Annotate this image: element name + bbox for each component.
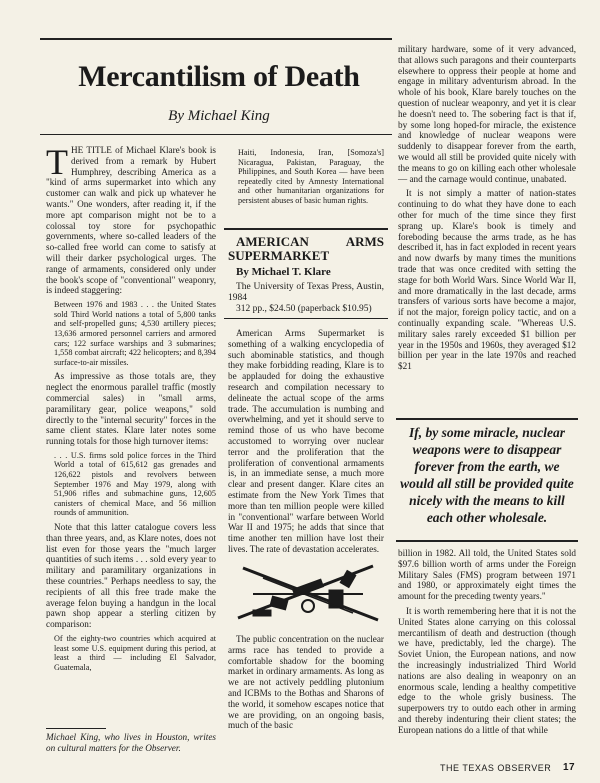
paragraph: It is not simply a matter of nation-states continuing to do what they have done to each other for much of the time since they first sprang up. Klare's book is timely and foreboding because the arms trade, as he has described it, has in fact exploded in recent years and now dwarfs by many times the munitions trade that was once credited with setting the stage for both World Wars. Since World War II, and more dramatically in the last decade, arms transfers of various sorts have become a major, if not the major, foreign policy tactic, and on a continually expanding scale. "Whereas U.S. military sales rarely exceeded $1 billion per year in the 1950s and 1960s, they averaged $12 billion per year in the late 1970s and reached $21 xyxy=(398,188,576,372)
pull-quote: If, by some miracle, nuclear weapons were to disappear forever from the earth, we would all still be provided quite nicely with the means to kill each other wholesale. xyxy=(400,425,574,525)
book-publisher: The University of Texas Press, Austin, 1984 xyxy=(228,281,384,303)
book-box-rule-bottom xyxy=(224,318,388,319)
book-title: AMERICAN ARMS SUPERMARKET xyxy=(228,234,384,263)
paragraph: The public concentration on the nuclear arms race has tended to provide a comfortable shadow for the booming market in ordinary armaments. As long as we are not actively peddling plutonium and ICBMs to the Bothas and Sharons of the world, it somehow escapes notice that we are providing, on an ongoing basis, much of the basic xyxy=(228,634,384,731)
book-box-rule-top xyxy=(224,228,388,230)
block-quote: Haiti, Indonesia, Iran, [Somoza's] Nicaragua, Pakistan, Paraguay, the Philippines, and South Korea — have been repeatedly cited by Amnesty International and other humanitarian organizations for persistent abuses of basic human rights. xyxy=(238,148,384,205)
book-author: By Michael T. Klare xyxy=(236,266,331,278)
article-title: Mercantilism of Death xyxy=(78,60,360,93)
column-3-bottom xyxy=(398,548,576,740)
paragraph: As impressive as those totals are, they neglect the enormous parallel traffic (mostly commercial sales) in "small arms, paramilitary gear, police weapons," sold directly to the "internal security" forces in the same client states. Klare later notes some running totals for those high turnover items: xyxy=(46,371,216,447)
top-rule xyxy=(40,38,392,40)
column-3 xyxy=(398,44,576,376)
book-price: 312 pp., $24.50 (paperback $10.95) xyxy=(236,303,372,314)
block-quote: Between 1976 and 1983 . . . the United States sold Third World nations a total of 5,800 tanks and self-propelled guns; 4,530 artillery pieces; 13,636 armored personnel carriers and armored cars; 122 surface warships and 3 submarines; 1,558 combat aircraft; 422 helicopters; and 8,394 surface-to-air missiles. xyxy=(54,300,216,367)
column-1 xyxy=(46,142,216,676)
block-quote: . . . U.S. firms sold police forces in the Third World a total of 615,612 gas grenades and 126,622 pistols and revolvers between September 1976 and May 1979, along with 51,906 rifles and submachine guns, 12,605 canisters of chemical Mace, and 56 million rounds of ammunition. xyxy=(54,450,216,518)
byline-rule xyxy=(40,134,392,135)
paragraph: military hardware, some of it very advanced, that allows such paragons and their counterparts elsewhere to oppress their people at home and engage in military adventurism abroad. In the whole of his book, Klare barely touches on the question of nuclear weaponry, and yet it is clear he doesn't need to. The sobering fact is that if, by some long hoped-for miracle, the existence and knowledge of nuclear weapons were suddenly to disappear forever from the earth, we would all still be provided quite nicely with the means to go on killing each other wholesale — and the carnage would continue, unabated. xyxy=(398,44,576,184)
drop-cap: T xyxy=(46,142,68,182)
article-byline: By Michael King xyxy=(168,108,270,124)
column-2-body xyxy=(228,328,384,559)
author-bio xyxy=(46,732,216,758)
column-2 xyxy=(228,148,384,210)
paragraph: THE TITLE of Michael Klare's book is derived from a remark by Hubert Humphrey, describing America as a "kind of arms supermarket into which any customer can walk and pick up whatever he wants." One wonders, after reading it, if the more apt comparison might not be to a colossal toy store for psychopathic governments, where so-called leaders of the so-called free world can come to satisfy at will their darker psychological urges. The range of armaments, considered only under the book's scope of "conventional" weaponry, is indeed staggering: xyxy=(46,142,216,296)
bio-rule xyxy=(46,728,106,729)
paragraph: Note that this latter catalogue covers less than three years, and, as Klare notes, does not list even for those years the "much larger quantities of such items . . . sold every year to military and paramilitary organizations in these countries." Perhaps needless to say, the recipients of all this free trade make the average felon buying a handgun in the local pawn shop appear a sterling citizen by comparison: xyxy=(46,522,216,630)
weapons-illustration xyxy=(233,558,383,630)
book-info-box xyxy=(228,235,384,319)
publication-name: THE TEXAS OBSERVER xyxy=(440,763,552,773)
bio-text: Michael King, who lives in Houston, writes on cultural matters for the Observer. xyxy=(46,732,216,753)
pullquote-rule-bottom xyxy=(396,540,578,542)
pullquote-rule-top xyxy=(396,418,578,420)
column-2-bottom xyxy=(228,634,384,735)
block-quote: Of the eighty-two countries which acquired at least some U.S. equipment during this period, at least a third — including El Salvador, Guatemala, xyxy=(54,634,216,672)
paragraph: It is worth remembering here that it is not the United States alone carrying on this colossal mercantilism of death and destruction (though we have, predictably, led the charge). The Soviet Union, the European nations, and now the increasingly industrialized Third World nations are also dealing in weaponry on an enormous scale, lending a healthy competitive edge to the whole grisly business. The superpowers try to outdo each other in arming and thereby indenturing their client states; the European nations do a little of that while xyxy=(398,605,576,735)
paragraph: American Arms Supermarket is something of a walking encyclopedia of such abominable statistics, and though they make forbidding reading, Klare is to be applauded for doing the exhaustive research and compilation necessary to delineate the actual scope of the arms trade. The accumulation is numbing and overwhelming, and yet it should serve to remind those of us who have become accustomed to worrying over nuclear terror and the proliferation that the proliferation of conventional armaments is, in an immediate sense, a much more clear and present danger. Klare cites an estimate from the New York Times that more than ten million people were killed in "conventional" warfare between World War II and 1975; he adds that since that time another ten million have lost their lives. The rate of devastation accelerates. xyxy=(228,328,384,554)
paragraph: billion in 1982. All told, the United States sold $97.6 billion worth of arms under the Foreign Military Sales (FMS) program between 1971 and 1980, or approximately eight times the amount for the preceding twenty years." xyxy=(398,548,576,602)
page-number: 17 xyxy=(563,762,576,773)
